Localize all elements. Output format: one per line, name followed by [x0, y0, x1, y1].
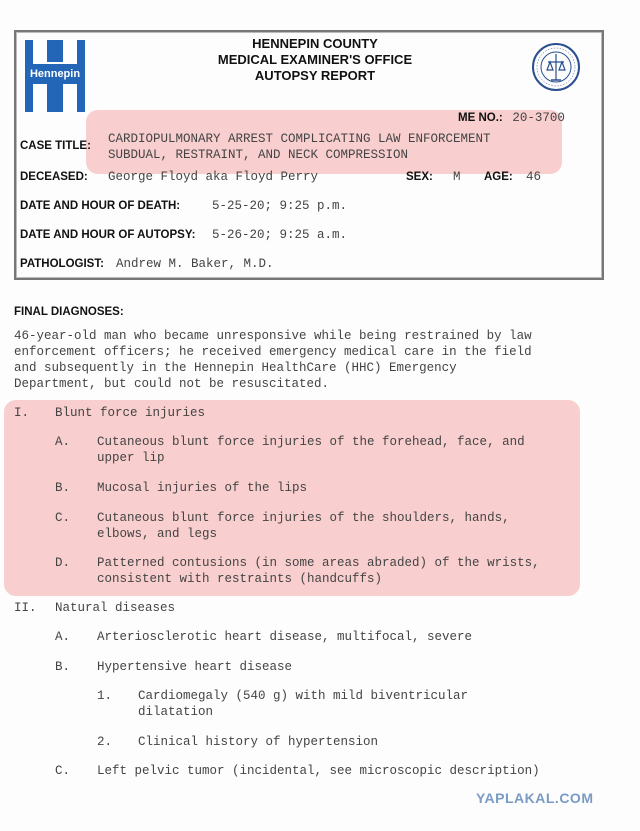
title-line-1: HENNEPIN COUNTY	[252, 36, 378, 51]
diagnosis-ii-b-1-text	[138, 688, 468, 720]
diagnosis-i-c-number: C.	[55, 511, 71, 525]
diagnosis-ii-b-number: B.	[55, 660, 71, 674]
diagnosis-ii-b-1-number: 1.	[97, 689, 113, 703]
diagnosis-ii-a-number: A.	[55, 630, 71, 644]
hennepin-logo	[25, 40, 85, 112]
diagnosis-i-b-number: B.	[55, 481, 71, 495]
age-label: AGE:	[484, 171, 513, 183]
diagnosis-i-c-line-2: elbows, and legs	[97, 527, 218, 541]
summary-line-4: Department, but could not be resuscitated.	[14, 377, 330, 391]
site-watermark: YAPLAKAL.COM	[476, 790, 594, 806]
me-number-label: ME NO.:	[458, 112, 503, 124]
diagnosis-i-a-line-1: Cutaneous blunt force injuries of the forehead, face, and	[97, 435, 525, 449]
pathologist-label: PATHOLOGIST:	[20, 258, 104, 270]
title-line-2: MEDICAL EXAMINER'S OFFICE	[217, 52, 413, 67]
diagnosis-ii-c-number: C.	[55, 764, 71, 778]
diagnosis-i-c-text	[97, 510, 510, 542]
diagnosis-i-a-number: A.	[55, 435, 71, 449]
title-line-3: AUTOPSY REPORT	[254, 68, 376, 83]
medical-examiner-seal-icon	[531, 42, 581, 92]
summary-line-1: 46-year-old man who became unresponsive while being restrained by law	[14, 329, 532, 343]
diagnosis-ii-c-text: Left pelvic tumor (incidental, see microscopic description)	[97, 764, 540, 778]
diagnosis-i-text: Blunt force injuries	[55, 406, 206, 420]
final-diagnoses-heading: FINAL DIAGNOSES:	[14, 306, 124, 318]
diagnosis-i-d-number: D.	[55, 556, 71, 570]
summary-line-3: and subsequently in the Hennepin HealthCare (HHC) Emergency	[14, 361, 457, 375]
diagnosis-ii-b-text: Hypertensive heart disease	[97, 660, 293, 674]
case-title-value	[108, 131, 491, 163]
diagnosis-i-d-text	[97, 555, 540, 587]
case-summary	[14, 328, 604, 392]
case-title-line-1: CARDIOPULMONARY ARREST COMPLICATING LAW ENFORCEMENT	[108, 132, 491, 146]
diagnosis-ii-a-text: Arteriosclerotic heart disease, multifocal, severe	[97, 630, 473, 644]
autopsy-label: DATE AND HOUR OF AUTOPSY:	[20, 229, 196, 241]
diagnosis-i-b-text: Mucosal injuries of the lips	[97, 481, 308, 495]
diagnosis-i-d-line-2: consistent with restraints (handcuffs)	[97, 572, 383, 586]
sex-value: M	[453, 170, 461, 184]
diagnosis-ii-text: Natural diseases	[55, 601, 176, 615]
diagnosis-i-a-text	[97, 434, 525, 466]
death-value: 5-25-20; 9:25 p.m.	[212, 199, 348, 213]
diagnosis-ii-number: II.	[14, 601, 37, 615]
summary-line-2: enforcement officers; he received emergency medical care in the field	[14, 345, 532, 359]
diagnosis-ii-b-1-line-1: Cardiomegaly (540 g) with mild biventricular	[138, 689, 469, 703]
diagnosis-i-c-line-1: Cutaneous blunt force injuries of the shoulders, hands,	[97, 511, 510, 525]
age-value: 46	[526, 170, 542, 184]
diagnosis-ii-b-2-text: Clinical history of hypertension	[138, 735, 379, 749]
diagnosis-ii-b-2-number: 2.	[97, 735, 113, 749]
deceased-value: George Floyd aka Floyd Perry	[108, 170, 319, 184]
diagnosis-i-a-line-2: upper lip	[97, 451, 165, 465]
diagnosis-i-number: I.	[14, 406, 30, 420]
pathologist-value: Andrew M. Baker, M.D.	[116, 257, 274, 271]
case-title-label: CASE TITLE:	[20, 140, 91, 152]
diagnosis-i-d-line-1: Patterned contusions (in some areas abraded) of the wrists,	[97, 556, 540, 570]
death-label: DATE AND HOUR OF DEATH:	[20, 200, 181, 212]
autopsy-value: 5-26-20; 9:25 a.m.	[212, 228, 348, 242]
diagnosis-ii-b-1-line-2: dilatation	[138, 705, 214, 719]
logo-text: Hennepin	[25, 64, 85, 84]
deceased-label: DECEASED:	[20, 171, 88, 183]
me-number-value: 20-3700	[512, 111, 565, 125]
me-number-row	[458, 108, 565, 126]
sex-label: SEX:	[406, 171, 433, 183]
report-title	[150, 36, 480, 84]
case-title-line-2: SUBDUAL, RESTRAINT, AND NECK COMPRESSION	[108, 148, 409, 162]
